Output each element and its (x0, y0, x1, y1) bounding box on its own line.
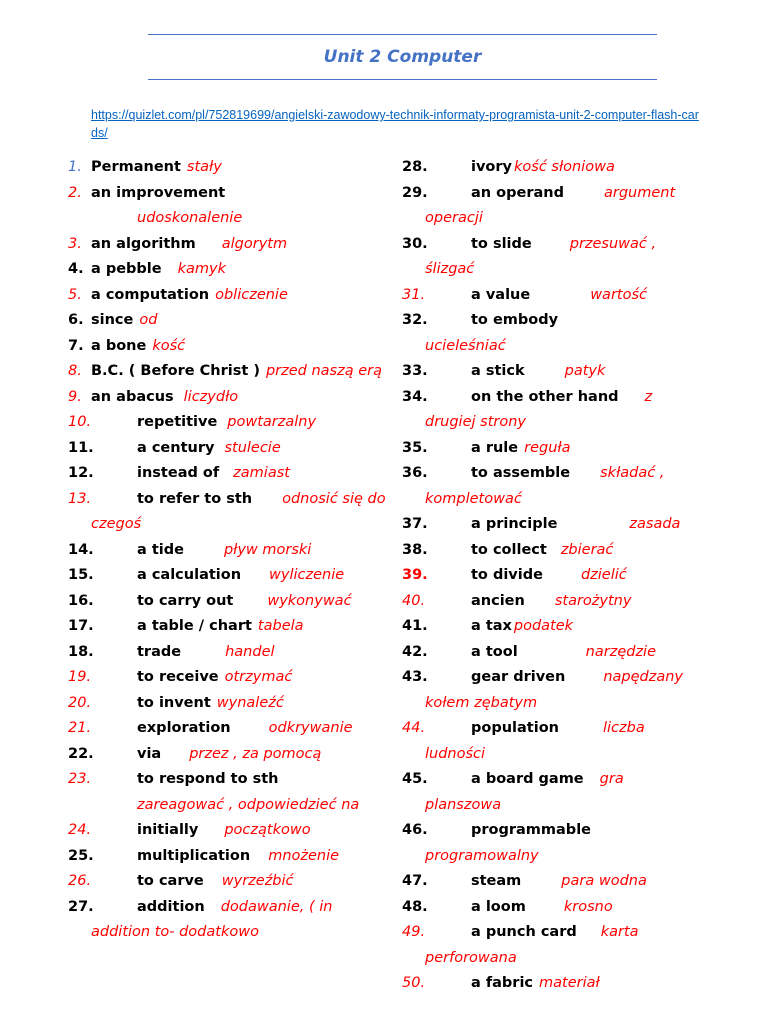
quizlet-link[interactable]: https://quizlet.com/pl/752819699/angielski-zawodowy-technik-informaty-programista-unit-2-computer-flash-cards/ (91, 108, 699, 140)
polish-translation: narzędzie (585, 643, 657, 660)
vocab-entry (68, 589, 388, 615)
english-term: instead of (137, 465, 220, 481)
polish-translation: odnosić się do czegoś (91, 490, 386, 532)
entry-number: 9. (68, 388, 82, 405)
entry-number: 4. (68, 261, 84, 277)
english-term: an operand (471, 184, 564, 201)
english-term: Permanent (91, 159, 181, 175)
vocab-entry (402, 869, 702, 895)
english-term: an abacus (91, 388, 174, 405)
polish-translation: od (139, 312, 158, 328)
vocab-entry (402, 461, 702, 512)
polish-translation: gra planszowa (425, 771, 624, 813)
entry-number: 13. (68, 490, 92, 507)
english-term: multiplication (137, 847, 251, 864)
vocab-column-right (402, 155, 702, 997)
english-term: a tool (471, 643, 518, 660)
polish-translation: wyrzeźbić (221, 873, 294, 889)
english-term: trade (137, 643, 182, 660)
entry-number: 27. (68, 898, 94, 915)
entry-number: 50. (402, 975, 426, 991)
english-term: repetitive (137, 414, 218, 430)
entry-number: 46. (402, 822, 428, 838)
entry-number: 40. (402, 592, 426, 609)
polish-translation: tabela (257, 618, 304, 634)
vocab-entry (68, 232, 388, 258)
entry-number: 39. (402, 567, 428, 583)
polish-translation: patyk (564, 363, 606, 379)
english-term: exploration (137, 720, 231, 736)
english-term: population (471, 720, 559, 736)
vocab-entry (68, 461, 388, 487)
vocab-entry (402, 283, 702, 309)
entry-number: 49. (402, 924, 426, 940)
english-term: to collect (471, 541, 547, 558)
polish-translation: kość słoniowa (514, 159, 615, 175)
entry-number: 5. (68, 286, 82, 303)
polish-translation: zasada (629, 516, 681, 532)
vocab-entry (402, 563, 702, 589)
polish-translation: zbierać (560, 541, 614, 558)
entry-number: 14. (68, 541, 94, 558)
polish-translation: wykonywać (267, 592, 352, 609)
english-term: to refer to sth (137, 490, 253, 507)
title-rule-top (148, 34, 657, 35)
polish-translation: wartość (590, 286, 647, 303)
vocab-entry (68, 614, 388, 640)
polish-translation: obliczenie (215, 286, 288, 303)
polish-translation: dzielić (580, 567, 627, 583)
entry-number: 28. (402, 159, 428, 175)
polish-translation: kamyk (177, 261, 227, 277)
english-term: a tax (471, 618, 512, 634)
vocab-entry (402, 920, 702, 971)
entry-number: 42. (402, 643, 428, 660)
english-term: a tide (137, 541, 184, 558)
english-term: on the other hand (471, 388, 619, 405)
english-term: steam (471, 873, 522, 889)
polish-translation: zamiast (233, 465, 290, 481)
vocab-entry (68, 410, 388, 436)
english-term: a calculation (137, 567, 242, 583)
vocab-entry (68, 716, 388, 742)
entry-number: 3. (68, 235, 82, 252)
entry-number: 10. (68, 414, 92, 430)
vocab-entry (68, 436, 388, 462)
vocab-entry (68, 563, 388, 589)
vocab-entry (402, 716, 702, 767)
english-term: an improvement (91, 184, 226, 201)
polish-translation: handel (225, 643, 275, 660)
polish-translation: kość (152, 337, 186, 354)
polish-translation: argument operacji (425, 184, 676, 226)
vocab-entry (402, 385, 702, 436)
polish-translation: napędzany kołem zębatym (425, 669, 683, 711)
vocab-entry (402, 538, 702, 564)
english-term: to slide (471, 235, 532, 252)
entry-number: 1. (68, 159, 82, 175)
polish-translation: karta perforowana (425, 924, 639, 966)
entry-number: 22. (68, 745, 94, 762)
polish-translation: wynaleźć (216, 694, 284, 711)
polish-translation: krosno (563, 898, 613, 915)
english-term: to respond to sth (137, 771, 279, 787)
english-term: an algorithm (91, 235, 196, 252)
english-term: a value (471, 286, 531, 303)
entry-number: 21. (68, 720, 92, 736)
vocab-entry (68, 155, 388, 181)
english-term: via (137, 745, 162, 762)
polish-translation: starożytny (554, 592, 632, 609)
entry-number: 2. (68, 184, 82, 201)
entry-number: 36. (402, 465, 428, 481)
entry-number: 7. (68, 337, 84, 354)
polish-translation: udoskonalenie (137, 210, 243, 226)
polish-translation: reguła (524, 439, 571, 456)
vocab-entry (402, 895, 702, 921)
vocab-entry (402, 359, 702, 385)
entry-number: 12. (68, 465, 94, 481)
english-term: addition (137, 898, 205, 915)
entry-number: 19. (68, 669, 92, 685)
vocab-entry (402, 665, 702, 716)
polish-translation: powtarzalny (227, 414, 317, 430)
english-term: a bone (91, 337, 147, 354)
vocab-entry (68, 257, 388, 283)
english-term: a fabric (471, 975, 534, 991)
vocab-entry (68, 767, 388, 818)
page-title: Unit 2 Computer (323, 47, 482, 67)
entry-number: 6. (68, 312, 84, 328)
vocab-entry (68, 538, 388, 564)
entry-number: 41. (402, 618, 428, 634)
english-term: to embody (471, 312, 559, 328)
vocab-entry (402, 818, 702, 869)
vocab-entry (68, 742, 388, 768)
english-term: a stick (471, 363, 525, 379)
vocab-entry (402, 971, 702, 997)
polish-translation: zareagować , odpowiedzieć na (137, 796, 360, 813)
polish-translation: programowalny (425, 847, 539, 864)
vocab-entry (402, 181, 702, 232)
vocab-entry (402, 512, 702, 538)
vocab-entry (68, 385, 388, 411)
polish-translation: ucieleśniać (425, 337, 506, 354)
title-rule-bottom (148, 79, 657, 80)
vocab-entry (68, 487, 388, 538)
vocab-entry (402, 436, 702, 462)
english-term: a computation (91, 286, 210, 303)
english-term: to receive (137, 669, 219, 685)
vocab-entry (402, 614, 702, 640)
entry-number: 38. (402, 541, 428, 558)
polish-translation: wyliczenie (269, 567, 345, 583)
vocab-entry (402, 640, 702, 666)
entry-number: 20. (68, 694, 92, 711)
entry-number: 35. (402, 439, 428, 456)
polish-translation: para wodna (561, 873, 647, 889)
english-term: ivory (471, 159, 512, 175)
english-term: a rule (471, 439, 519, 456)
entry-number: 18. (68, 643, 94, 660)
entry-number: 11. (68, 439, 94, 456)
entry-number: 24. (68, 822, 92, 838)
english-term: to divide (471, 567, 543, 583)
polish-translation: mnożenie (268, 847, 340, 864)
entry-number: 31. (402, 286, 426, 303)
entry-number: 45. (402, 771, 428, 787)
vocab-entry (68, 844, 388, 870)
vocab-entry (68, 665, 388, 691)
polish-translation: z drugiej strony (425, 388, 653, 430)
english-term: gear driven (471, 669, 566, 685)
polish-translation: składać , kompletować (425, 465, 665, 507)
polish-translation: stulecie (224, 439, 281, 456)
polish-translation: przed naszą erą (265, 363, 382, 379)
polish-translation: liczba ludności (425, 720, 645, 762)
polish-translation: materiał (539, 975, 600, 991)
english-term: a pebble (91, 261, 162, 277)
english-term: to assemble (471, 465, 571, 481)
entry-number: 16. (68, 592, 94, 609)
polish-translation: pływ morski (223, 541, 312, 558)
entry-number: 43. (402, 669, 428, 685)
vocab-entry (402, 767, 702, 818)
polish-translation: dodawanie, ( in addition to- dodatkowo (91, 898, 333, 940)
english-term: ancien (471, 592, 525, 609)
entry-number: 25. (68, 847, 94, 864)
entry-number: 29. (402, 184, 428, 201)
english-term: initially (137, 822, 199, 838)
polish-translation: liczydło (183, 388, 239, 405)
english-term: programmable (471, 822, 591, 838)
entry-number: 37. (402, 516, 428, 532)
entry-number: 33. (402, 363, 428, 379)
polish-translation: przez , za pomocą (189, 745, 322, 762)
english-term: since (91, 312, 134, 328)
polish-translation: odkrywanie (268, 720, 353, 736)
vocab-entry (68, 359, 388, 385)
entry-number: 32. (402, 312, 428, 328)
english-term: to carve (137, 873, 204, 889)
vocab-entry (402, 589, 702, 615)
english-term: to invent (137, 694, 211, 711)
polish-translation: otrzymać (224, 669, 293, 685)
vocab-column-left (68, 155, 388, 946)
entry-number: 15. (68, 567, 94, 583)
vocab-entry (68, 818, 388, 844)
english-term: a table / chart (137, 618, 252, 634)
vocab-entry (402, 155, 702, 181)
vocab-entry (68, 895, 388, 946)
vocab-entry (68, 334, 388, 360)
english-term: to carry out (137, 592, 234, 609)
entry-number: 23. (68, 771, 92, 787)
entry-number: 17. (68, 618, 94, 634)
english-term: a loom (471, 898, 526, 915)
entry-number: 30. (402, 235, 428, 252)
vocab-entry (68, 283, 388, 309)
polish-translation: algorytm (221, 235, 288, 252)
english-term: B.C. ( Before Christ ) (91, 363, 260, 379)
vocab-entry (68, 691, 388, 717)
polish-translation: początkowo (224, 822, 311, 838)
polish-translation: przesuwać , ślizgać (425, 235, 657, 277)
vocab-entry (402, 308, 702, 359)
polish-translation: podatek (513, 618, 574, 634)
vocab-entry (68, 640, 388, 666)
entry-number: 8. (68, 363, 82, 379)
english-term: a board game (471, 771, 584, 787)
entry-number: 48. (402, 898, 428, 915)
entry-number: 47. (402, 873, 428, 889)
entry-number: 34. (402, 388, 428, 405)
english-term: a principle (471, 516, 558, 532)
vocab-entry (402, 232, 702, 283)
vocab-entry (68, 181, 388, 232)
english-term: a century (137, 439, 215, 456)
entry-number: 44. (402, 720, 426, 736)
vocab-entry (68, 869, 388, 895)
polish-translation: stały (186, 159, 222, 175)
english-term: a punch card (471, 924, 577, 940)
vocab-entry (68, 308, 388, 334)
entry-number: 26. (68, 873, 92, 889)
